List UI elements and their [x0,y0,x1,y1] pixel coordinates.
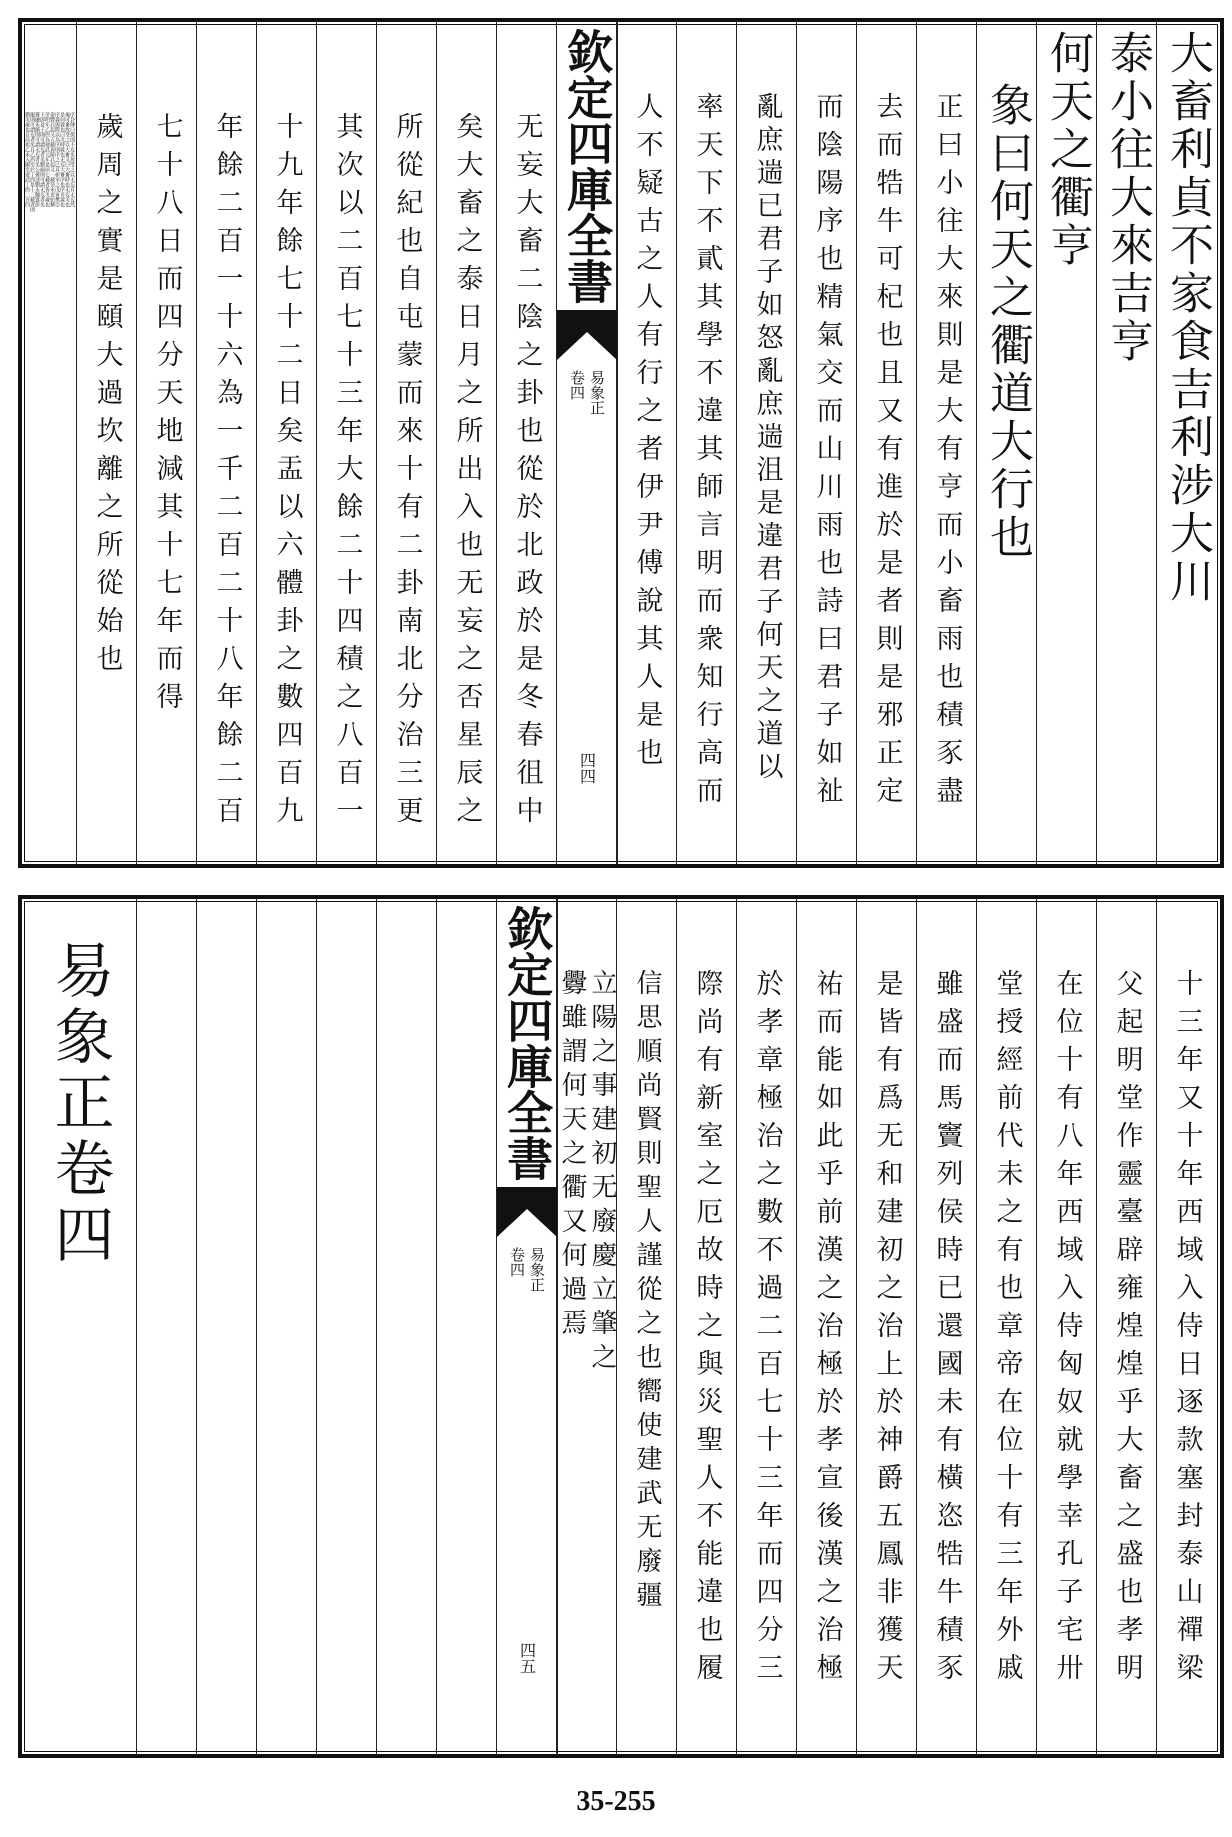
empty-column [376,899,437,1754]
commentary-pair [559,899,615,1377]
text-column [556,899,617,1754]
commentary-text: 矣大畜之泰日月之所出入也无妄之否星辰之 [451,112,483,834]
commentary-text: 帝明年乙酉為建武元年是前七載者皆災歲也 [44,112,50,207]
text-column [1036,899,1097,1754]
commentary-pair [634,899,660,1615]
commentary-text: 七十八日而四分天地減其十七年而得 [151,112,183,720]
folio-number: 四四 [577,752,597,784]
commentary-text: 年餘二百一十六為一千二百二十八年餘二百 [211,112,243,834]
text-column [856,899,917,1754]
text-column [1036,22,1097,864]
commentary-text: 人不疑古之人有行之者伊尹傅說其人是也 [631,92,663,776]
text-column [496,22,557,864]
series-title: 欽定四庫全書 [500,905,555,1181]
commentary-text: 王郎盆子則可謂妄者矣劉縯則可謂无妄者矣 [39,112,45,207]
empty-column [136,899,197,1754]
commentary-text: 祐而能如此乎前漢之治極於孝宣後漢之治極 [811,969,843,1691]
commentary-text: 是何義也曰災時義也无妄大畜序也序非義也 [59,112,65,207]
text-column [976,899,1037,1754]
text-column [676,899,737,1754]
commentary-text: 而陰陽序也精氣交而山川雨也詩曰君子如祉 [811,92,843,814]
text-column [736,899,797,1754]
classic-text: 泰小往大來吉亨 [1102,30,1153,366]
text-column [1156,899,1217,1754]
book-name: 易象正 [528,1247,546,1292]
commentary-text: 序義與際以為序則序之已耳新室之戊寅樊崇 [54,112,60,207]
text-column [436,22,497,864]
empty-column [436,899,497,1754]
side-label [568,370,606,415]
text-column [256,22,317,864]
commentary-text: 際尚有新室之厄故時之與災聖人不能違也履 [691,969,723,1691]
commentary-text: 歲周之實是頤大過坎離之所從始也 [91,112,123,682]
commentary-text: 泰豐兵起又五載舂陵兵起又一載癸未更始稱 [49,112,55,207]
commentary-text: 十三年又十年西域入侍日逐款塞封泰山禪梁 [1171,969,1203,1691]
text-column [676,22,737,864]
classic-text: 象曰何天之衢道大行也 [982,82,1033,562]
classic-text: 大畜利貞不家食吉利涉大川 [1162,30,1213,606]
classic-text: 何天之衢亨 [1042,30,1093,270]
commentary-text: 父起明堂作靈臺辟雍煌煌乎大畜之盛也孝明 [1111,969,1143,1691]
volume-name: 卷四 [568,370,586,400]
side-label [508,1247,546,1292]
series-title: 欽定四庫全書 [560,28,615,304]
fold-column [556,22,618,864]
commentary-text: 序卦傳曰復則不妄矣故受之以无妄有无妄然 [69,112,75,207]
fishtail-mark-icon [497,1187,557,1237]
empty-column [316,899,377,1754]
commentary-text: 後可畜故受之以大畜又曰大畜時也无妄災也 [64,112,70,207]
text-column [616,22,677,864]
empty-column [256,899,317,1754]
text-column [196,22,257,864]
text-column [736,22,797,864]
commentary-text: 率天下不貳其學不違其師言明而衆知行高而 [691,92,723,814]
commentary-text: 所從紀也自屯蒙而來十有二卦南北分治三更 [391,112,423,834]
commentary-text: 立陽之事建初无廢慶立肇之 [587,969,617,1377]
commentary-text: 十九年餘七十二日矣盂以六體卦之數四百九 [271,112,303,834]
commentary-text: 堂授經前代未之有也章帝在位十有三年外戚 [991,969,1023,1691]
commentary-pair [24,22,74,212]
text-column [1096,899,1157,1754]
folio-number: 四五 [517,1642,537,1674]
commentary-text: 其次以二百七十三年大餘二十四積之八百一 [331,112,363,834]
commentary-text: 信思順尚賢則聖人謹從之也嚮使建武无廢疆 [632,969,662,1615]
fold-column [496,899,558,1754]
empty-column [196,899,257,1754]
fishtail-mark-icon [557,310,617,360]
text-column [796,22,857,864]
commentary-text: 是皆有爲无和建初之治上於神爵五鳳非獲天 [871,969,903,1691]
page-number: 35-255 [576,1786,656,1817]
text-column [796,899,857,1754]
text-column [376,22,437,864]
book-name: 易象正 [588,370,606,415]
commentary-text: 去而牿牛可杞也且又有進於是者則是邪正定 [871,92,903,814]
volume-name: 卷四 [508,1247,526,1277]
volume-end-title: 易象正卷四 [44,939,115,1269]
text-column [916,22,977,864]
text-column [22,899,136,1754]
commentary-text: 在位十有八年西域入侍匈奴就學幸孔子宅卅 [1051,969,1083,1691]
bottom-page [18,895,1224,1758]
commentary-text: 雖盛而馬竇列侯時已還國未有橫恣牿牛積豕 [931,969,963,1691]
text-column [76,22,137,864]
text-column [616,899,677,1754]
commentary-text: 正曰小往大來則是大有亨而小畜雨也積豕盡 [931,92,963,814]
commentary-text: 猶災歲也自高祖乙未入關至建武丁酉二百四 [24,112,30,207]
commentary-text: 亂庶遄已君子如怒亂庶遄沮是違君子何天之道以 [751,92,783,785]
commentary-text: 无妄大畜二陰之卦也從於北政於是冬春徂中 [511,112,543,834]
text-column [856,22,917,864]
text-column [1156,22,1217,864]
commentary-text: 寵則可謂妄者矣自乙酉至於丁酉是十三載者則 [29,112,35,212]
text-column [136,22,197,864]
text-column [976,22,1037,864]
text-column [916,899,977,1754]
commentary-text: 竇融朱鮪則可謂无妄者矣公孫述劉永隗囂彭 [34,112,40,207]
commentary-text: 釁雖謂何天之衢又何過焉 [557,969,587,1343]
text-column [1096,22,1157,864]
text-column [316,22,377,864]
text-column-pair [22,22,76,864]
top-page [18,18,1224,868]
commentary-text: 於孝章極治之數不過二百七十三年而四分三 [751,969,783,1691]
